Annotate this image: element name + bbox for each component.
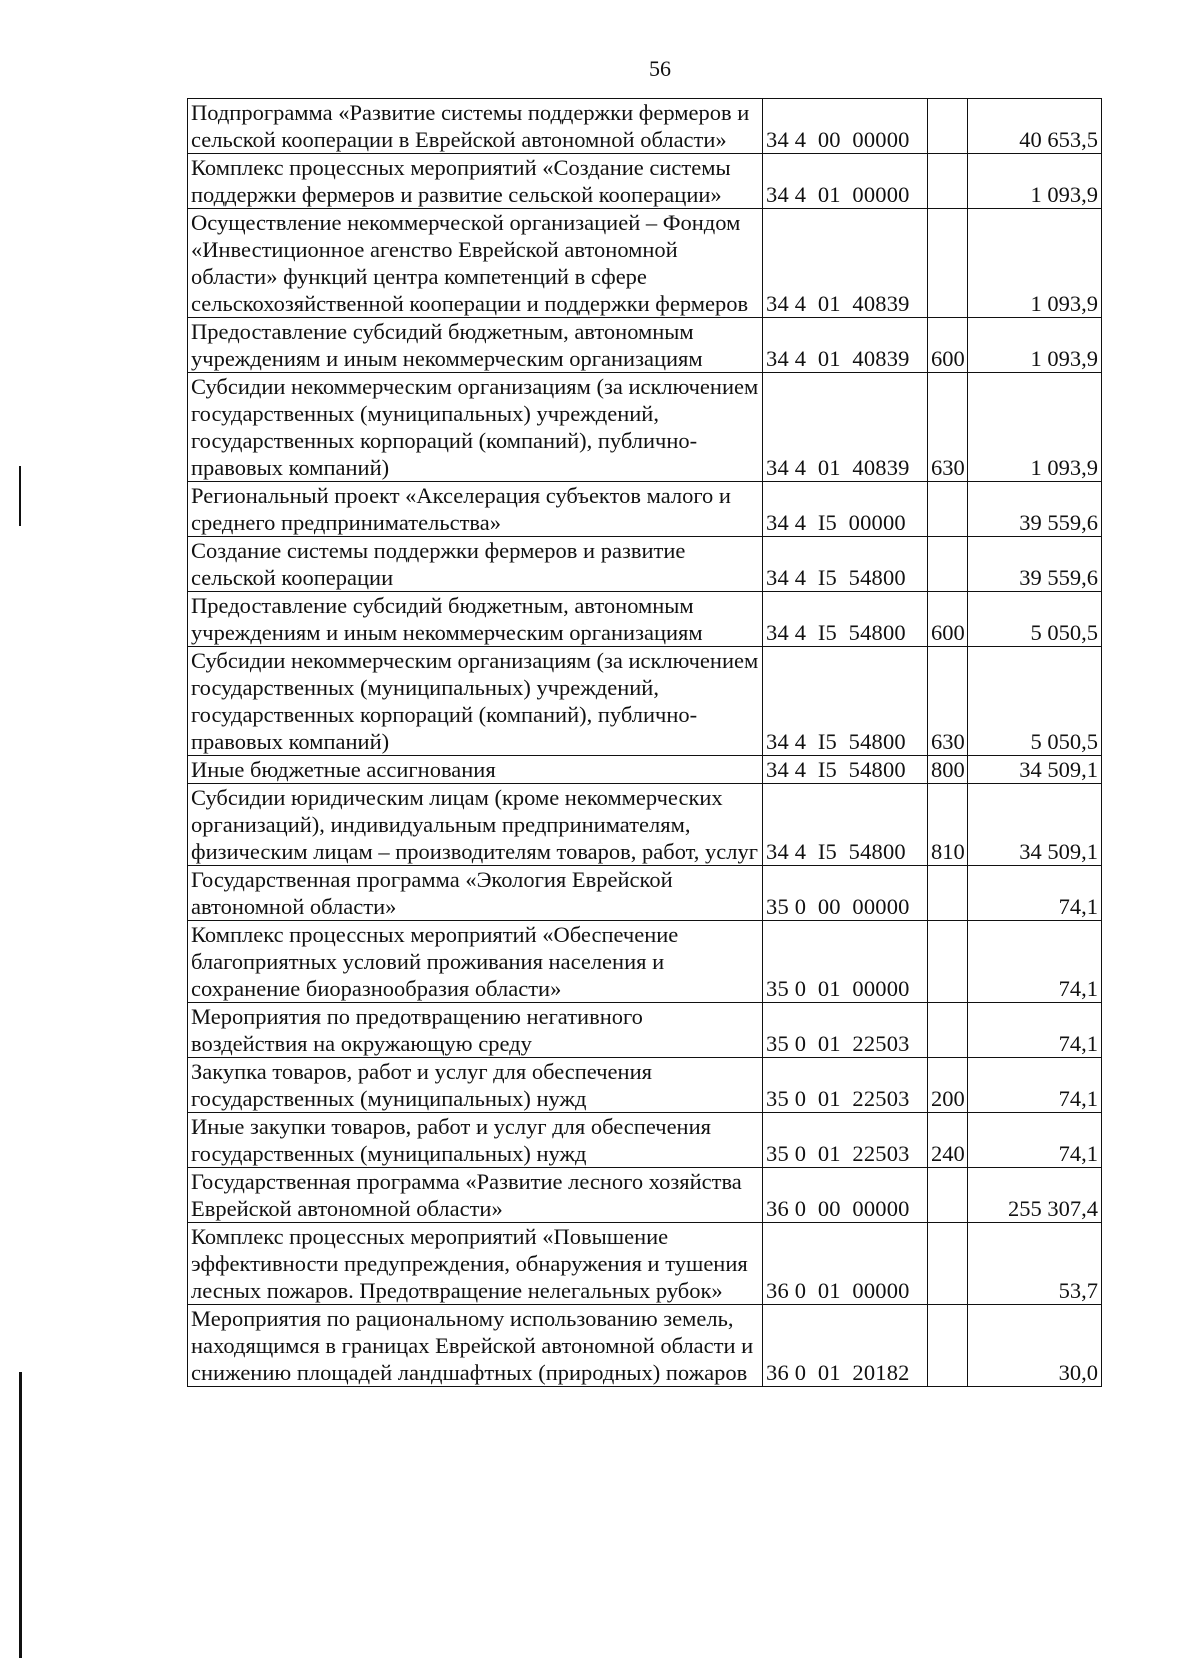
code-cell: 35 0 01 00000 <box>763 921 928 1003</box>
code-cell: 35 0 01 22503 <box>763 1113 928 1168</box>
expense-type-cell: 600 <box>928 318 968 373</box>
expense-type-cell <box>928 866 968 921</box>
amount-cell: 1 093,9 <box>968 154 1102 209</box>
table-row <box>188 99 1102 154</box>
expense-type-cell: 810 <box>928 784 968 866</box>
expense-type-cell <box>928 209 968 318</box>
name-cell: Государственная программа «Экология Еврейской автономной области» <box>188 866 763 921</box>
table-row <box>188 482 1102 537</box>
name-cell: Закупка товаров, работ и услуг для обеспечения государственных (муниципальных) нужд <box>188 1058 763 1113</box>
amount-cell: 74,1 <box>968 1003 1102 1058</box>
amount-cell: 30,0 <box>968 1305 1102 1387</box>
amount-cell: 1 093,9 <box>968 209 1102 318</box>
expense-type-cell <box>928 99 968 154</box>
name-cell: Субсидии некоммерческим организациям (за исключением государственных (муниципальных) учреждений, государственных корпораций (компаний), публично-правовых компаний) <box>188 647 763 756</box>
code-cell: 34 4 I5 54800 <box>763 756 928 784</box>
amount-cell: 74,1 <box>968 866 1102 921</box>
code-cell: 34 4 I5 54800 <box>763 784 928 866</box>
amount-cell: 53,7 <box>968 1223 1102 1305</box>
code-cell: 36 0 01 00000 <box>763 1223 928 1305</box>
code-cell: 34 4 01 40839 <box>763 318 928 373</box>
name-cell: Создание системы поддержки фермеров и развитие сельской кооперации <box>188 537 763 592</box>
expense-type-cell <box>928 1223 968 1305</box>
amount-cell: 34 509,1 <box>968 784 1102 866</box>
expense-type-cell: 240 <box>928 1113 968 1168</box>
code-cell: 35 0 01 22503 <box>763 1003 928 1058</box>
table-row <box>188 866 1102 921</box>
expense-type-cell <box>928 921 968 1003</box>
amount-cell: 74,1 <box>968 921 1102 1003</box>
name-cell: Предоставление субсидий бюджетным, автономным учреждениям и иным некоммерческим организациям <box>188 592 763 647</box>
table-row <box>188 756 1102 784</box>
expense-type-cell <box>928 1305 968 1387</box>
expense-type-cell: 630 <box>928 647 968 756</box>
code-cell: 35 0 00 00000 <box>763 866 928 921</box>
expense-type-cell <box>928 1168 968 1223</box>
name-cell: Субсидии некоммерческим организациям (за исключением государственных (муниципальных) учреждений, государственных корпораций (компаний), публично-правовых компаний) <box>188 373 763 482</box>
name-cell: Иные бюджетные ассигнования <box>188 756 763 784</box>
expense-type-cell <box>928 482 968 537</box>
expense-type-cell: 630 <box>928 373 968 482</box>
name-cell: Мероприятия по предотвращению негативного воздействия на окружающую среду <box>188 1003 763 1058</box>
name-cell: Иные закупки товаров, работ и услуг для обеспечения государственных (муниципальных) нужд <box>188 1113 763 1168</box>
expense-type-cell: 800 <box>928 756 968 784</box>
code-cell: 34 4 I5 54800 <box>763 537 928 592</box>
name-cell: Предоставление субсидий бюджетным, автономным учреждениям и иным некоммерческим организациям <box>188 318 763 373</box>
amount-cell: 39 559,6 <box>968 537 1102 592</box>
expense-type-cell: 200 <box>928 1058 968 1113</box>
table-row <box>188 1223 1102 1305</box>
table-row <box>188 318 1102 373</box>
amount-cell: 40 653,5 <box>968 99 1102 154</box>
table-row <box>188 592 1102 647</box>
code-cell: 36 0 00 00000 <box>763 1168 928 1223</box>
amount-cell: 39 559,6 <box>968 482 1102 537</box>
code-cell: 34 4 01 40839 <box>763 209 928 318</box>
amount-cell: 1 093,9 <box>968 318 1102 373</box>
scan-edge-mark <box>19 466 21 526</box>
name-cell: Региональный проект «Акселерация субъектов малого и среднего предпринимательства» <box>188 482 763 537</box>
name-cell: Комплекс процессных мероприятий «Обеспечение благоприятных условий проживания населения и сохранение биоразнообразия области» <box>188 921 763 1003</box>
amount-cell: 74,1 <box>968 1058 1102 1113</box>
amount-cell: 1 093,9 <box>968 373 1102 482</box>
table-row <box>188 154 1102 209</box>
page-number: 56 <box>649 56 671 81</box>
table-row <box>188 921 1102 1003</box>
amount-cell: 34 509,1 <box>968 756 1102 784</box>
code-cell: 34 4 I5 54800 <box>763 592 928 647</box>
amount-cell: 74,1 <box>968 1113 1102 1168</box>
expense-type-cell: 600 <box>928 592 968 647</box>
name-cell: Комплекс процессных мероприятий «Повышение эффективности предупреждения, обнаружения и тушения лесных пожаров. Предотвращение нелегальных рубок» <box>188 1223 763 1305</box>
table-row <box>188 373 1102 482</box>
code-cell: 34 4 01 00000 <box>763 154 928 209</box>
expense-type-cell <box>928 1003 968 1058</box>
name-cell: Субсидии юридическим лицам (кроме некоммерческих организаций), индивидуальным предпринимателям, физическим лицам – производителям товаров, работ, услуг <box>188 784 763 866</box>
code-cell: 36 0 01 20182 <box>763 1305 928 1387</box>
table-row <box>188 647 1102 756</box>
table-row <box>188 1058 1102 1113</box>
amount-cell: 5 050,5 <box>968 647 1102 756</box>
scan-edge-mark <box>19 1372 22 1658</box>
table-row <box>188 784 1102 866</box>
table-row <box>188 1113 1102 1168</box>
name-cell: Комплекс процессных мероприятий «Создание системы поддержки фермеров и развитие сельской кооперации» <box>188 154 763 209</box>
name-cell: Подпрограмма «Развитие системы поддержки фермеров и сельской кооперации в Еврейской автономной области» <box>188 99 763 154</box>
table-row <box>188 209 1102 318</box>
code-cell: 34 4 01 40839 <box>763 373 928 482</box>
table-row <box>188 1168 1102 1223</box>
expense-type-cell <box>928 537 968 592</box>
table-row <box>188 1003 1102 1058</box>
expense-type-cell <box>928 154 968 209</box>
budget-table <box>187 98 1102 1387</box>
amount-cell: 255 307,4 <box>968 1168 1102 1223</box>
name-cell: Государственная программа «Развитие лесного хозяйства Еврейской автономной области» <box>188 1168 763 1223</box>
table-row <box>188 1305 1102 1387</box>
table-row <box>188 537 1102 592</box>
code-cell: 34 4 00 00000 <box>763 99 928 154</box>
code-cell: 35 0 01 22503 <box>763 1058 928 1113</box>
amount-cell: 5 050,5 <box>968 592 1102 647</box>
code-cell: 34 4 I5 54800 <box>763 647 928 756</box>
code-cell: 34 4 I5 00000 <box>763 482 928 537</box>
name-cell: Осуществление некоммерческой организацией – Фондом «Инвестиционное агенство Еврейской автономной области» функций центра компетенций в сфере сельскохозяйственной кооперации и поддержки фермеров <box>188 209 763 318</box>
name-cell: Мероприятия по рациональному использованию земель, находящимся в границах Еврейской автономной области и снижению площадей ландшафтных (природных) пожаров <box>188 1305 763 1387</box>
